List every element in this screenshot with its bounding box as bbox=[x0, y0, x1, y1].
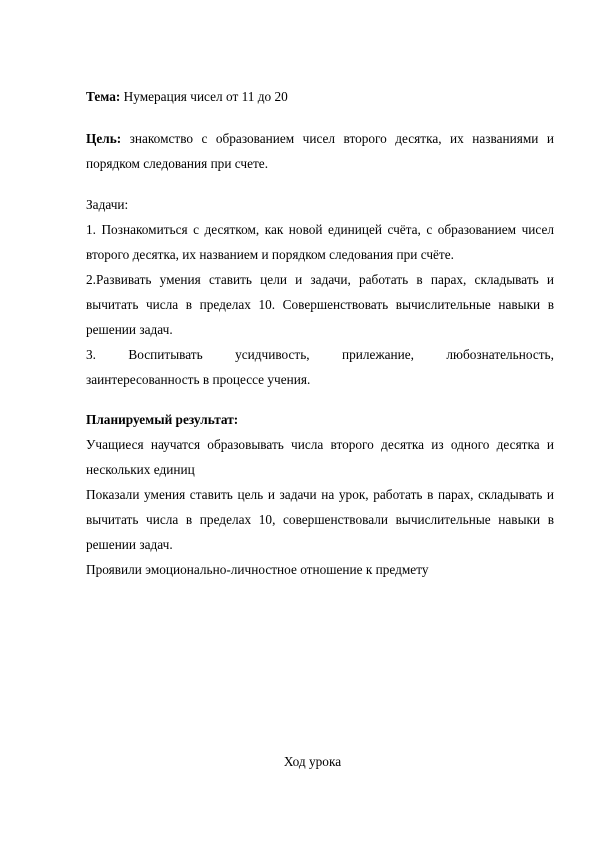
result-item-2: Показали умения ставить цель и задачи на урок, работать в парах, складывать и вычитать числа в пределах 10, совершенствовали вычислительные навыки в решении задач. bbox=[86, 487, 554, 552]
topic-line bbox=[86, 84, 554, 109]
document-body bbox=[86, 84, 554, 582]
lesson-progress-heading: Ход урока bbox=[283, 754, 342, 769]
task-item-3-word: усидчивость, bbox=[235, 347, 310, 362]
topic-label: Тема: bbox=[86, 89, 121, 104]
task-item-3-word: прилежание, bbox=[342, 347, 414, 362]
goal-paragraph bbox=[86, 126, 554, 176]
result-item-1: Учащиеся научатся образовывать числа второго десятка из одного десятка и нескольких единиц bbox=[86, 437, 554, 477]
goal-label: Цель: bbox=[86, 131, 122, 146]
task-item-3-word: Воспитывать bbox=[128, 347, 203, 362]
tasks-heading: Задачи: bbox=[86, 197, 129, 212]
task-item-1: 1. Познакомиться с десятком, как новой единицей счёта, с образованием чисел второго десятка, их названием и порядком следования при счёте. bbox=[86, 222, 554, 262]
result-item-3: Проявили эмоционально-личностное отношение к предмету bbox=[86, 562, 429, 577]
task-item-2: 2.Развивать умения ставить цели и задачи, работать в парах, складывать и вычитать числа в пределах 10. Совершенствовать вычислительные навыки в решении задач. bbox=[86, 272, 554, 337]
task-item-3-word: любознательность, bbox=[446, 347, 554, 362]
task-item-3-rest: заинтересованность в процессе учения. bbox=[86, 372, 311, 387]
topic-text: Нумерация чисел от 11 до 20 bbox=[120, 89, 288, 104]
task-item-3-word: 3. bbox=[86, 347, 96, 362]
task-item-3-first-line bbox=[86, 342, 554, 367]
goal-text: знакомство с образованием чисел второго десятка, их названиями и порядком следования при счете. bbox=[86, 131, 554, 171]
results-heading: Планируемый результат: bbox=[86, 412, 239, 427]
